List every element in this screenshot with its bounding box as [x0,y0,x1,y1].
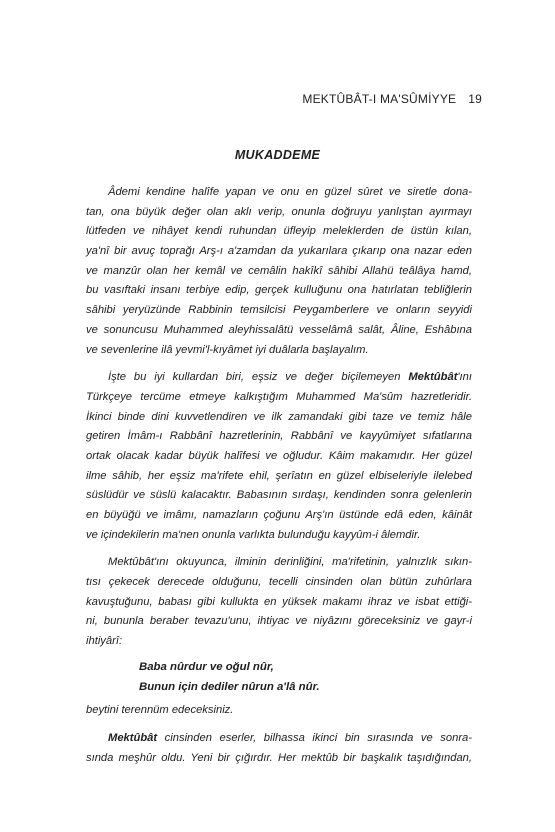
text-line: tan, ona büyük değer olan aklı verip, onunla doğruyu yanlıştan ayırmayı [86,205,472,218]
paragraph-3 [86,553,472,651]
text-line: ihtiyârî: [86,635,123,648]
text-line: Âdemi kendine halîfe yapan ve onu en güzel sûret ve siretle dona- [108,186,472,198]
text-line: sâhibi yeryüzünde Rabbinin temsilcisi Peygamberlere ve onların seyyidi [86,304,472,317]
verse-line: Bunun için dediler nûrun a'lâ nûr. [139,680,320,693]
text-line: ve içindekilerin ma'nen onunla varlıkta bulunduğu kayyûm-i âlemdir. [86,528,421,541]
text-line: ya'nî bir avuç toprağı Arş-ı a'zamdan da yukarılara çıkarıp ona nazar eden [86,245,472,258]
text-line: ve sonuncusu Muhammed aleyhissalâtü vesselâmâ salât, Âline, Eshâbına [86,323,472,336]
text-line: lütfeden ve nihâyet kendi ruhundan üfleyip meleklerden de üstün kılan, [86,225,472,238]
page-number: 19 [468,92,482,106]
text-line: getiren İmâm-ı Rabbânî hazretlerinin, Rabbânî ve kayyûmiyet sıfatlarına [86,430,472,443]
chapter-title: MUKADDEME [234,148,321,162]
text-line: ilme sâhib, her eşsiz ma'rifete ehil, şerîatın en güzel elbiseleriyle ilelebed [86,469,472,482]
verse-line: Baba nûrdur ve oğul nûr, [139,660,274,673]
book-name-bold: Mektûbât [408,371,458,384]
text-line: Mektûbât'ını okuyunca, ilminin derinliğini, ma'rifetinin, yalnızlık sıkın- [108,556,472,569]
running-title: MEKTÛBÂT-I MA'SÛMİYYE [302,92,457,106]
text-line: İkinci binde dini kuvvetlendiren ve ilk zamandaki gibi taze ve temiz hâle [86,410,472,423]
paragraph-4 [86,729,472,768]
text-line: sında meşhûr oldu. Yeni bir çığırdır. Her mektûb bir başkalık taşıdığından, [86,751,472,764]
after-verse-line [86,701,472,721]
chapter-body [86,183,472,776]
text-line: ve manzûr olan her kemâl ve cemâlin hakîkî sâhibi Allahü teâlâya hamd, [86,264,472,277]
text-line: ortak olacak kadar büyük halîfesi ve oğludur. Kâim makamıdır. Her güzel [86,449,472,462]
text-line: ni, bununla beraber tevazu'unu, ihtiyac ve niyâzını göreceksiniz ve gayr-i [86,615,472,628]
text-line: Mektûbât cinsinden eserler, bilhassa ikinci bin sırasında ve sonra- [108,731,472,744]
text-line: beytini terennüm edeceksiniz. [86,704,234,717]
text-line: Türkçeye tercüme etmeye kalkıştığım Muhammed Ma'sûm hazretleridir. [86,390,472,403]
running-header [302,92,482,106]
text-line: kavuştuğunu, babası gibi kullukta en yüksek makamı ihraz ve isbat ettiği- [86,595,472,608]
text-line: bu vasıftaki insanı terbiye edip, gerçek kulluğunu ona hatırlatan tebliğlerin [86,284,472,297]
text-line: ve sevenlerine ilâ yevmi'l-kıyâmet iyi duâlarla başlayalım. [86,343,369,356]
paragraph-1 [86,183,472,360]
paragraph-2 [86,368,472,545]
text-line: İşte bu iyi kullardan biri, eşsiz ve değer biçilemeyen Mektûbât'ını [108,371,472,384]
text-line: tısı çekecek derecede olduğunu, tecelli cinsinden olan bütün zuhûrlara [86,576,472,589]
text-line: en büyüğü ve imâmı, namazların çoğunu Arş'ın üstünde edâ eden, kâinât [86,509,472,521]
book-name-bold: Mektûbât [108,731,158,744]
verse-block [139,658,472,697]
text-line: süslüdür ve süslü kalacaktır. Babasının sırdaşı, kendinden sonra gelenlerin [86,489,472,502]
